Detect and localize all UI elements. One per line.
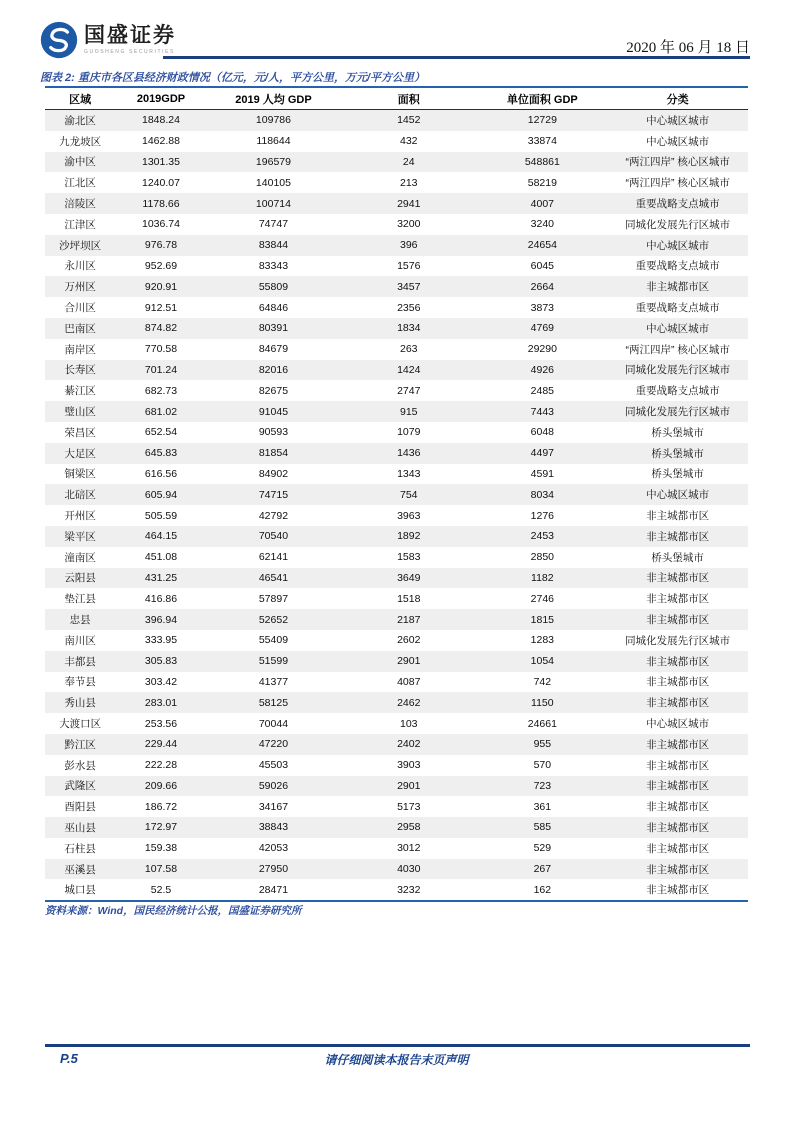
table-cell: 24654 xyxy=(477,235,607,256)
table-cell: 172.97 xyxy=(115,817,206,838)
table-cell: 武隆区 xyxy=(45,776,115,797)
table-cell: 57897 xyxy=(258,592,289,605)
column-header: 单位面积 GDP xyxy=(477,87,607,110)
table-cell: 2746 xyxy=(530,592,555,605)
table-cell: 6045 xyxy=(530,259,555,272)
table-cell: 1815 xyxy=(477,609,607,630)
table-cell: 非主城都市区 xyxy=(646,842,710,855)
table-cell: 1182 xyxy=(477,568,607,589)
table-cell: 非主城都市区 xyxy=(646,510,710,523)
table-cell: 云阳县 xyxy=(45,568,115,589)
table-cell: 62141 xyxy=(258,551,289,564)
table-cell: 涪陵区 xyxy=(45,193,115,214)
header-divider xyxy=(163,56,750,59)
table-cell: 196579 xyxy=(207,152,341,173)
table-cell: 396.94 xyxy=(115,609,206,630)
table-cell: 北碚区 xyxy=(45,484,115,505)
table-cell: 南川区 xyxy=(64,634,96,647)
table-cell: 52652 xyxy=(207,609,341,630)
table-cell: 24 xyxy=(340,152,477,173)
table-cell: 黔江区 xyxy=(45,734,115,755)
table-cell: “两江四岸” 核心区城市 xyxy=(625,343,730,356)
table-row xyxy=(45,193,748,214)
table-row xyxy=(45,505,748,526)
table-cell: 81854 xyxy=(207,443,341,464)
column-header: 分类 xyxy=(607,87,748,110)
table-cell: 723 xyxy=(477,776,607,797)
table-cell: 非主城都市区 xyxy=(646,676,710,689)
table-cell: 4926 xyxy=(477,360,607,381)
table-cell: 2958 xyxy=(340,817,477,838)
table-cell: 283.01 xyxy=(115,692,206,713)
table-row xyxy=(45,443,748,464)
table-cell: 80391 xyxy=(207,318,341,339)
column-header: 2019 人均 GDP xyxy=(207,87,341,110)
table-cell: 桥头堡城市 xyxy=(651,426,704,439)
table-cell: 83844 xyxy=(207,235,341,256)
table-cell: 1150 xyxy=(477,692,607,713)
table-cell: 432 xyxy=(400,135,418,148)
table-cell: 渝中区 xyxy=(45,152,115,173)
table-cell: 616.56 xyxy=(144,467,178,480)
table-cell: 同城化发展先行区城市 xyxy=(625,634,731,647)
table-row xyxy=(45,256,748,277)
table-cell: 82016 xyxy=(207,360,341,381)
table-cell: 912.51 xyxy=(144,301,178,314)
table-cell: 70540 xyxy=(207,526,341,547)
table-cell: 1834 xyxy=(340,318,477,339)
table-cell: 中心城区城市 xyxy=(607,110,748,131)
table-cell: 754 xyxy=(340,484,477,505)
table-cell: 222.28 xyxy=(144,759,178,772)
table-body xyxy=(45,110,748,902)
table-cell: 2901 xyxy=(340,776,477,797)
table-cell: 南岸区 xyxy=(64,343,96,356)
table-row xyxy=(45,838,748,859)
table-cell: 4030 xyxy=(340,859,477,880)
table-cell: 酉阳县 xyxy=(64,801,96,814)
table-cell: 652.54 xyxy=(144,426,178,439)
table-cell: 33874 xyxy=(527,135,557,148)
table-row xyxy=(45,318,748,339)
table-cell: 1576 xyxy=(397,259,421,272)
table-row xyxy=(45,692,748,713)
table-cell: 梁平区 xyxy=(45,526,115,547)
table-cell: 920.91 xyxy=(115,276,206,297)
table-cell: 同城化发展先行区城市 xyxy=(607,401,748,422)
table-cell: 109786 xyxy=(207,110,341,131)
table-cell: 186.72 xyxy=(144,800,178,813)
table-cell: 1283 xyxy=(530,634,555,647)
table-cell: 丰都县 xyxy=(45,651,115,672)
table-row xyxy=(45,547,748,568)
table-cell: 42792 xyxy=(258,509,289,522)
table-cell: 58125 xyxy=(207,692,341,713)
table-cell: 4497 xyxy=(477,443,607,464)
column-header: 面积 xyxy=(340,87,477,110)
table-cell: 非主城都市区 xyxy=(646,801,710,814)
table-cell: 奉节县 xyxy=(64,676,96,689)
table-cell: 3240 xyxy=(530,218,555,231)
table-cell: 361 xyxy=(533,800,552,813)
brand-text xyxy=(84,25,176,55)
table-row xyxy=(45,672,748,693)
table-cell: 1343 xyxy=(397,467,421,480)
table-cell: 中心城区城市 xyxy=(646,718,710,730)
table-row xyxy=(45,859,748,880)
table-cell: 682.73 xyxy=(144,384,178,397)
table-cell: 巫溪县 xyxy=(45,859,115,880)
table-cell: 1892 xyxy=(340,526,477,547)
table-row xyxy=(45,609,748,630)
table-cell: 巴南区 xyxy=(45,318,115,339)
table-cell: 非主城都市区 xyxy=(607,817,748,838)
table-cell: 58219 xyxy=(527,176,557,189)
table-cell: 41377 xyxy=(258,675,289,688)
table-cell: 1240.07 xyxy=(142,176,180,189)
table-cell: 82675 xyxy=(258,384,289,397)
table-cell: 396 xyxy=(340,235,477,256)
table-cell: 267 xyxy=(477,859,607,880)
table-row xyxy=(45,713,748,734)
table-cell: 潼南区 xyxy=(64,551,96,564)
table-cell: 非主城都市区 xyxy=(607,859,748,880)
table-cell: 1452 xyxy=(340,110,477,131)
table-cell: 3232 xyxy=(397,883,421,896)
table-cell: 24661 xyxy=(527,717,557,730)
table-row xyxy=(45,817,748,838)
table-cell: 4087 xyxy=(397,675,421,688)
table-cell: 45503 xyxy=(258,759,289,772)
table-cell: 非主城都市区 xyxy=(607,568,748,589)
table-row xyxy=(45,651,748,672)
table-cell: 巫山县 xyxy=(45,817,115,838)
table-cell: 开州区 xyxy=(64,510,96,523)
table-cell: 2187 xyxy=(340,609,477,630)
table-row xyxy=(45,755,748,776)
table-header xyxy=(45,87,748,110)
table-cell: 162 xyxy=(533,883,552,896)
table-cell: 2356 xyxy=(397,301,421,314)
table-cell: 55409 xyxy=(258,634,289,647)
table-row xyxy=(45,339,748,360)
table-cell: 4007 xyxy=(477,193,607,214)
table-cell: 江津区 xyxy=(64,218,96,231)
table-cell: 915 xyxy=(340,401,477,422)
table-cell: 4769 xyxy=(477,318,607,339)
table-cell: 1178.66 xyxy=(115,193,206,214)
table-cell: 2485 xyxy=(530,384,555,397)
table-cell: 55809 xyxy=(207,276,341,297)
table-cell: 中心城区城市 xyxy=(607,484,748,505)
table-cell: 2664 xyxy=(477,276,607,297)
table-row xyxy=(45,776,748,797)
table-cell: 非主城都市区 xyxy=(607,609,748,630)
table-cell: 2850 xyxy=(530,551,555,564)
table-cell: 璧山区 xyxy=(45,401,115,422)
table-cell: 6048 xyxy=(530,426,555,439)
table-cell: 3457 xyxy=(340,276,477,297)
table-row xyxy=(45,131,748,152)
table-cell: 1054 xyxy=(477,651,607,672)
table-cell: 3200 xyxy=(397,218,421,231)
table-cell: 140105 xyxy=(255,176,291,189)
table-cell: 渝北区 xyxy=(45,110,115,131)
brand-name-cn: 国盛证券 xyxy=(84,24,176,47)
table-cell: 永川区 xyxy=(64,260,96,273)
table-cell: 84679 xyxy=(258,343,289,356)
table-row xyxy=(45,796,748,817)
table-cell: 83343 xyxy=(258,259,289,272)
table-cell: 2901 xyxy=(340,651,477,672)
table-cell: 九龙坡区 xyxy=(59,135,102,148)
table-cell: 长寿区 xyxy=(45,360,115,381)
table-cell: 59026 xyxy=(207,776,341,797)
table-row xyxy=(45,588,748,609)
table-cell: 桥头堡城市 xyxy=(607,443,748,464)
table-cell: 铜梁区 xyxy=(64,468,96,481)
table-cell: 213 xyxy=(400,176,418,189)
table-cell: 229.44 xyxy=(115,734,206,755)
table-cell: 100714 xyxy=(207,193,341,214)
table-cell: 荣昌区 xyxy=(64,426,96,439)
table-cell: 重要战略支点城市 xyxy=(635,302,720,315)
table-cell: 74715 xyxy=(207,484,341,505)
table-cell: 垫江县 xyxy=(64,593,96,606)
table-cell: 2602 xyxy=(397,634,421,647)
table-cell: 874.82 xyxy=(115,318,206,339)
table-cell: 27950 xyxy=(207,859,341,880)
table-row xyxy=(45,235,748,256)
guosheng-logo-icon xyxy=(40,21,78,59)
table-cell: 29290 xyxy=(527,343,557,356)
table-cell: 74747 xyxy=(258,218,289,231)
table-cell: 51599 xyxy=(207,651,341,672)
table-cell: 重要战略支点城市 xyxy=(635,385,720,398)
table-cell: 秀山县 xyxy=(45,692,115,713)
table-row xyxy=(45,297,748,318)
table-cell: 中心城区城市 xyxy=(607,318,748,339)
table-cell: 681.02 xyxy=(115,401,206,422)
table-cell: 彭水县 xyxy=(64,759,96,772)
table-row xyxy=(45,484,748,505)
table-cell: 64846 xyxy=(258,301,289,314)
table-cell: 209.66 xyxy=(115,776,206,797)
table-cell: 大足区 xyxy=(45,443,115,464)
table-row xyxy=(45,276,748,297)
table-cell: 505.59 xyxy=(144,509,178,522)
table-cell: 46541 xyxy=(207,568,341,589)
table-cell: 570 xyxy=(533,759,552,772)
table-cell: 桥头堡城市 xyxy=(651,551,704,564)
table-cell: 701.24 xyxy=(115,360,206,381)
table-cell: 742 xyxy=(533,675,552,688)
table-row xyxy=(45,110,748,131)
table-cell: 42053 xyxy=(258,842,289,855)
table-cell: 3903 xyxy=(397,759,421,772)
table-row xyxy=(45,360,748,381)
table-cell: 5173 xyxy=(397,800,421,813)
table-cell: 2941 xyxy=(340,193,477,214)
table-cell: 重要战略支点城市 xyxy=(607,193,748,214)
page-number: P.5 xyxy=(60,1051,78,1066)
table-cell: 2462 xyxy=(340,692,477,713)
table-cell: 石柱县 xyxy=(64,842,96,855)
table-cell: 90593 xyxy=(258,426,289,439)
table-cell: 107.58 xyxy=(115,859,206,880)
table-cell: 非主城都市区 xyxy=(607,276,748,297)
table-cell: 4591 xyxy=(530,467,555,480)
table-cell: 416.86 xyxy=(144,592,178,605)
table-cell: 464.15 xyxy=(115,526,206,547)
table-cell: 非主城都市区 xyxy=(607,651,748,672)
table-cell: 1583 xyxy=(397,551,421,564)
table-cell: 34167 xyxy=(258,800,289,813)
table-cell: 605.94 xyxy=(115,484,206,505)
table-cell: 52.5 xyxy=(150,883,172,896)
table-cell: 70044 xyxy=(258,717,289,730)
table-row xyxy=(45,172,748,193)
table-cell: 976.78 xyxy=(115,235,206,256)
table-cell: 非主城都市区 xyxy=(607,734,748,755)
table-row xyxy=(45,380,748,401)
brand-name-en: GUOSHENG SECURITIES xyxy=(84,49,175,55)
table-cell: 1079 xyxy=(397,426,421,439)
table-cell: 3963 xyxy=(397,509,421,522)
table-cell: 中心城区城市 xyxy=(607,235,748,256)
table-cell: 3873 xyxy=(530,301,555,314)
column-header: 2019GDP xyxy=(115,87,206,110)
table-cell: 645.83 xyxy=(115,443,206,464)
table-cell: 沙坪坝区 xyxy=(45,235,115,256)
table-cell: “两江四岸” 核心区城市 xyxy=(625,177,730,190)
table-cell: 303.42 xyxy=(144,675,178,688)
table-cell: 529 xyxy=(533,842,552,855)
table-cell: 1518 xyxy=(397,592,421,605)
table-cell: 770.58 xyxy=(144,343,178,356)
table-cell: 952.69 xyxy=(144,259,178,272)
table-cell: 1462.88 xyxy=(142,135,180,148)
table-row xyxy=(45,568,748,589)
table-cell: 2402 xyxy=(340,734,477,755)
table-cell: 1424 xyxy=(340,360,477,381)
report-date: 2020 年 06 月 18 日 xyxy=(626,40,750,56)
table-row xyxy=(45,152,748,173)
table-row xyxy=(45,630,748,651)
table-cell: 1036.74 xyxy=(142,218,180,231)
table-row xyxy=(45,734,748,755)
table-cell: 333.95 xyxy=(144,634,178,647)
figure-title: 图表 2: 重庆市各区县经济财政情况（亿元，元/人，平方公里，万元/平方公里） xyxy=(40,72,426,84)
table-cell: 非主城都市区 xyxy=(646,884,710,897)
table-cell: 非主城都市区 xyxy=(607,692,748,713)
table-cell: 38843 xyxy=(207,817,341,838)
table-cell: 非主城都市区 xyxy=(607,526,748,547)
footer-divider xyxy=(45,1044,750,1047)
table-cell: 非主城都市区 xyxy=(646,593,710,606)
table-row xyxy=(45,879,748,901)
table-cell: 非主城都市区 xyxy=(646,759,710,772)
table-cell: 12729 xyxy=(477,110,607,131)
table-cell: 3012 xyxy=(397,842,421,855)
table-cell: 84902 xyxy=(258,467,289,480)
table-cell: 431.25 xyxy=(115,568,206,589)
table-cell: 1276 xyxy=(530,509,555,522)
table-cell: 1301.35 xyxy=(115,152,206,173)
table-cell: 万州区 xyxy=(45,276,115,297)
table-cell: 大渡口区 xyxy=(59,718,102,730)
table-cell: 955 xyxy=(477,734,607,755)
table-cell: 江北区 xyxy=(64,177,96,190)
table-row xyxy=(45,526,748,547)
table-cell: 548861 xyxy=(477,152,607,173)
table-cell: 忠县 xyxy=(45,609,115,630)
table-cell: 8034 xyxy=(477,484,607,505)
table-cell: 同城化发展先行区城市 xyxy=(607,360,748,381)
table-row xyxy=(45,401,748,422)
table-row xyxy=(45,422,748,443)
table-cell: 城口县 xyxy=(64,884,96,897)
table-cell: 118644 xyxy=(256,135,291,148)
table-cell: 合川区 xyxy=(64,302,96,315)
table-cell: 91045 xyxy=(207,401,341,422)
table-cell: 159.38 xyxy=(144,842,178,855)
table-row xyxy=(45,464,748,485)
district-economy-table xyxy=(45,86,748,902)
table-cell: 103 xyxy=(400,717,418,730)
table-cell: 7443 xyxy=(477,401,607,422)
table-cell: 非主城都市区 xyxy=(607,776,748,797)
table-cell: 2747 xyxy=(397,384,421,397)
table-cell: “两江四岸” 核心区城市 xyxy=(607,152,748,173)
table-cell: 585 xyxy=(477,817,607,838)
table-cell: 253.56 xyxy=(144,717,178,730)
table-cell: 451.08 xyxy=(144,551,178,564)
brand-logo xyxy=(40,21,176,59)
table-cell: 2453 xyxy=(477,526,607,547)
table-cell: 1848.24 xyxy=(115,110,206,131)
footer-disclaimer: 请仔细阅读本报告末页声明 xyxy=(324,1053,469,1067)
column-header: 区域 xyxy=(45,87,115,110)
table-row xyxy=(45,214,748,235)
table-cell: 中心城区城市 xyxy=(646,135,710,148)
table-cell: 綦江区 xyxy=(64,385,96,398)
table-cell: 桥头堡城市 xyxy=(651,468,704,481)
table-cell: 305.83 xyxy=(115,651,206,672)
table-cell: 263 xyxy=(400,343,418,356)
table-cell: 1436 xyxy=(340,443,477,464)
table-cell: 同城化发展先行区城市 xyxy=(625,218,731,231)
table-cell: 重要战略支点城市 xyxy=(635,260,720,273)
table-cell: 47220 xyxy=(207,734,341,755)
table-cell: 28471 xyxy=(258,883,289,896)
source-note: 资料来源：Wind，国民经济统计公报，国盛证券研究所 xyxy=(45,905,302,917)
table-cell: 3649 xyxy=(340,568,477,589)
